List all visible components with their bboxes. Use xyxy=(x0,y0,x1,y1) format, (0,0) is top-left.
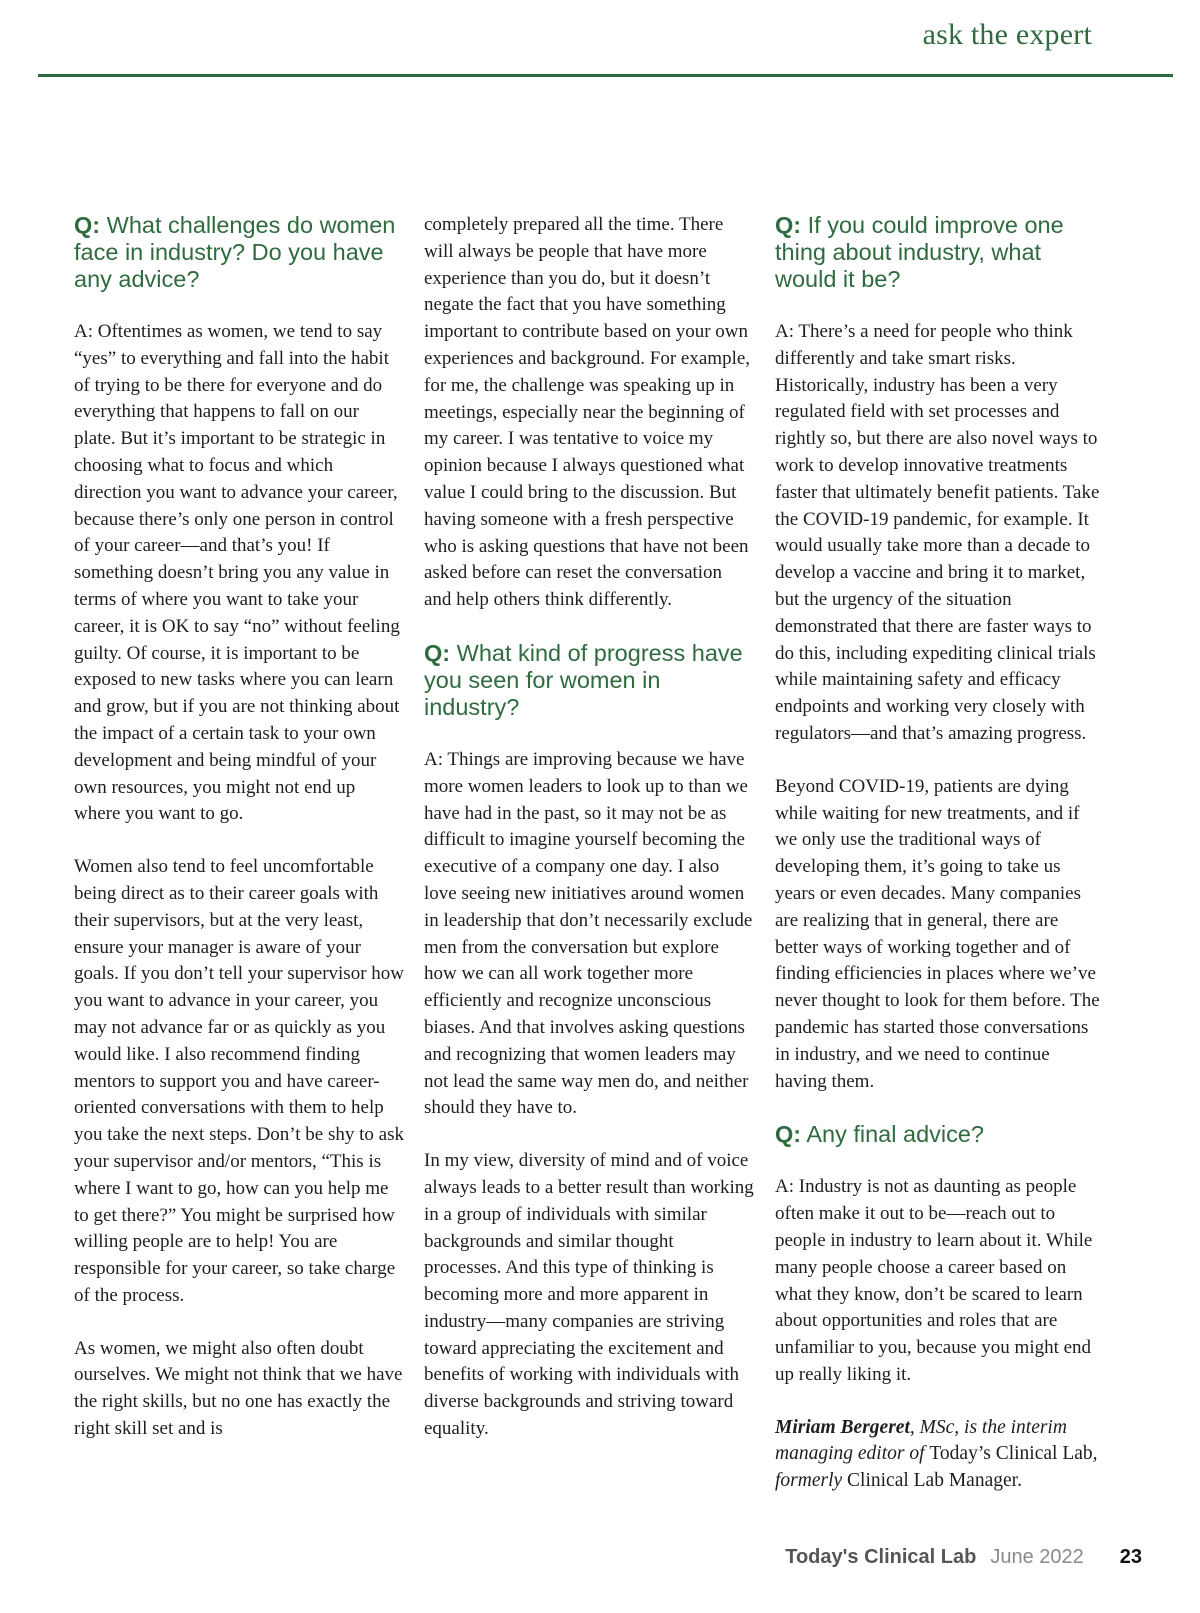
question-tag: Q: xyxy=(74,212,101,238)
question-text: Any final advice? xyxy=(806,1121,985,1148)
answer-paragraph xyxy=(775,319,1105,748)
column-1 xyxy=(74,212,404,1469)
question-tag: Q: xyxy=(775,1121,802,1148)
question-tag: Q: xyxy=(424,639,451,666)
body-paragraph: Women also tend to feel uncomfortable being direct as to their career goals with their supervisors, but at the very least, ensure your manager is aware of your goals. If you don’t tell your supervisor how you want to advance in your career, you may not advance far or as quickly as you would like. I also recommend finding mentors to support you and have career-oriented conversations with them to help you take the next steps. Don’t be shy to ask your supervisor and/or mentors, “This is where I want to go, how can you help me to get there?” You might be surprised how willing people are to help! You are responsible for your career, so take charge of the process. xyxy=(74,856,404,1306)
section-label: ask the expert xyxy=(922,18,1092,51)
page-footer xyxy=(785,1546,1142,1569)
question-text: If you could improve one thing about industry, what would it be? xyxy=(775,212,1064,292)
question-tag: Q: xyxy=(775,212,802,238)
bio-publication: Clinical Lab Manager xyxy=(847,1470,1018,1492)
header-divider xyxy=(38,74,1173,77)
bio-text: . xyxy=(1017,1470,1022,1492)
question-heading xyxy=(74,212,404,293)
column-3 xyxy=(775,212,1105,1495)
page-number: 23 xyxy=(1119,1546,1142,1568)
answer-tag: A: xyxy=(775,1176,794,1198)
issue-date: June 2022 xyxy=(990,1546,1084,1568)
answer-paragraph xyxy=(424,747,754,1122)
body-paragraph: Beyond COVID-19, patients are dying while waiting for new treatments, and if we only use the traditional ways of developing them, it’s going to take us years or even decades. Many companies are realizing that in general, there are better ways of working together and of finding efficiencies in places where we’ve never thought to look for them before. The pandemic has started those conversations in industry, and we need to continue having them. xyxy=(775,775,1100,1092)
answer-paragraph xyxy=(74,319,404,828)
bio-publication: Today’s Clinical Lab xyxy=(929,1443,1093,1465)
answer-text: Oftentimes as women, we tend to say “yes” to everything and fall into the habit of trying to be there for everyone and do everything that happens to fall on our plate. But it’s important to be strategic in choosing what to focus and which direction you want to advance your career, because there’s only one person in control of your career—and that’s you! If something doesn’t bring you any value in terms of where you want to take your career, it is OK to say “no” without feeling guilty. Of course, it is important to be exposed to new tasks where you can learn and grow, but if you are not thinking about the impact of a certain task to your own development and being mindful of your own resources, you might not end up where you want to go. xyxy=(74,321,400,825)
question-heading xyxy=(424,640,754,721)
bio-text: , MSc, is the interim managing editor of xyxy=(775,1416,1067,1465)
body-paragraph: As women, we might also often doubt ourselves. We might not think that we have the right skills, but no one has exactly the right skill set and is xyxy=(74,1337,403,1440)
publication-name: Today's Clinical Lab xyxy=(785,1546,977,1568)
author-bio xyxy=(775,1415,1105,1495)
question-text: What challenges do women face in industry? Do you have any advice? xyxy=(74,212,396,292)
question-heading xyxy=(775,212,1105,293)
body-paragraph: completely prepared all the time. There will always be people that have more experience than you do, but it doesn’t negate the fact that you have something important to contribute based on your own experiences and background. For example, for me, the challenge was speaking up in meetings, especially near the beginning of my career. I was tentative to voice my opinion because I always questioned what value I could bring to the discussion. But having someone with a fresh perspective who is asking questions that have not been asked before can reset the conversation and help others think differently. xyxy=(424,214,751,611)
answer-tag: A: xyxy=(74,321,93,342)
answer-text: Things are improving because we have more women leaders to look up to than we have had in the past, so it may not be as difficult to imagine yourself becoming the executive of a company one day. I also love seeing new initiatives around women in leadership that don’t necessarily exclude men from the conversation but explore how we can all work together more efficiently and recognize unconscious biases. And that involves asking questions and recognizing that women leaders may not lead the same way men do, and neither should they have to. xyxy=(424,748,753,1119)
body-paragraph: In my view, diversity of mind and of voice always leads to a better result than working in a group of individuals with similar backgrounds and similar thought processes. And this type of thinking is becoming more and more apparent in industry—many companies are striving toward appreciating the excitement and benefits of working with individuals with diverse backgrounds and striving toward equality. xyxy=(424,1150,754,1440)
answer-tag: A: xyxy=(424,748,443,770)
answer-tag: A: xyxy=(775,321,794,342)
answer-text: There’s a need for people who think differently and take smart risks. Historically, industry has been a very regulated field with set processes and rightly so, but there are also novel ways to work to develop innovative treatments faster that ultimately benefit patients. Take the COVID-19 pandemic, for example. It would usually take more than a decade to develop a vaccine and bring it to market, but the urgency of the situation demonstrated that there are faster ways to do this, including expediting clinical trials while maintaining safety and efficacy endpoints and working very closely with regulators—and that’s amazing progress. xyxy=(775,321,1100,744)
bio-text: , formerly xyxy=(775,1443,1098,1492)
author-name: Miriam Bergeret xyxy=(775,1416,910,1438)
column-2 xyxy=(424,212,754,1469)
question-heading xyxy=(775,1121,1105,1148)
answer-paragraph xyxy=(775,1174,1105,1388)
answer-text: Industry is not as daunting as people often make it out to be—reach out to people in industry to learn about it. While many people choose a career based on what they know, don’t be scared to learn about opportunities and roles that are unfamiliar to you, because you might end up really liking it. xyxy=(775,1176,1093,1385)
question-text: What kind of progress have you seen for women in industry? xyxy=(424,639,743,720)
